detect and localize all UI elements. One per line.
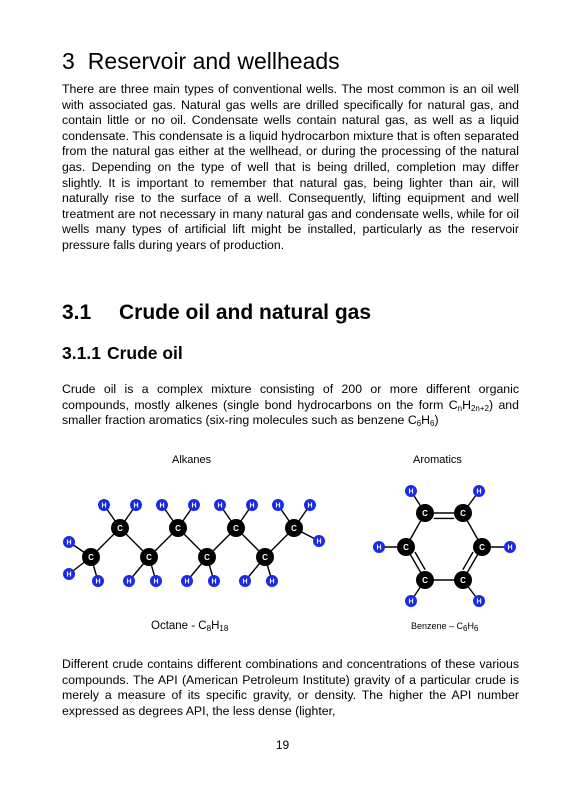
- benzene-caption: [411, 621, 478, 631]
- hydrogen-atom: [63, 536, 75, 548]
- benzene-name: Benzene – C: [411, 621, 464, 631]
- octane-molecule: [63, 499, 325, 587]
- formula-subscript: 6: [430, 419, 435, 429]
- carbon-atom: [285, 519, 303, 537]
- hydrogen-atom: [239, 575, 251, 587]
- intro-paragraph: There are three main types of conventional wells. The most common is an oil well with associated gas. Natural gas wells are drilled specifically for natural gas, and contain little or no oil. Condensate wells contain natural gas, as well as a liquid condensate. This condensate is a liquid hydrocarbon mixture that is often separated from the natural gas either at the wellhead, or during the processing of the natural gas. Depending on the type of well that is being drilled, completion may differ slightly. It is important to remember that natural gas, being lighter than air, will naturally rise to the surface of a well. Consequently, lifting equipment and well treatment are not necessary in many natural gas and condensate wells, while for oil wells many types of artificial lift might be installed, particularly as the reservoir pressure falls during years of production.: [62, 82, 519, 252]
- benzene-molecule: [373, 485, 516, 607]
- carbon-atom: [397, 538, 415, 556]
- svg-text:H: H: [126, 578, 132, 586]
- carbon-atom: [473, 538, 491, 556]
- svg-text:H: H: [159, 502, 165, 510]
- hydrogen-atom: [246, 499, 258, 511]
- svg-text:C: C: [291, 523, 297, 533]
- svg-text:H: H: [249, 502, 255, 510]
- svg-text:H: H: [307, 502, 313, 510]
- subsection-number: 3.1: [62, 301, 92, 324]
- hydrogen-atom: [208, 575, 220, 587]
- svg-text:H: H: [242, 578, 248, 586]
- formula-subscript: n: [457, 403, 463, 413]
- hydrogen-atom: [130, 499, 142, 511]
- hydrogen-atom: [63, 568, 75, 580]
- hydrogen-atom: [92, 575, 104, 587]
- formula-subscript: 18: [219, 624, 229, 633]
- carbon-atom: [111, 519, 129, 537]
- svg-text:C: C: [262, 552, 268, 562]
- svg-text:C: C: [403, 542, 409, 552]
- chemical-bond: [415, 552, 425, 570]
- octane-name: Octane - C: [151, 620, 207, 632]
- hydrogen-atom: [156, 499, 168, 511]
- svg-text:C: C: [460, 508, 466, 518]
- octane-caption: [151, 620, 228, 632]
- svg-text:H: H: [133, 502, 139, 510]
- carbon-atom: [198, 548, 216, 566]
- section-number: 3: [62, 48, 75, 74]
- carbon-atom: [454, 571, 472, 589]
- hydrogen-atom: [473, 485, 485, 497]
- svg-text:C: C: [88, 552, 94, 562]
- hydrogen-atom: [473, 595, 485, 607]
- svg-text:C: C: [146, 552, 152, 562]
- svg-text:H: H: [191, 502, 197, 510]
- svg-text:C: C: [422, 508, 428, 518]
- crude-text-1: Crude oil is a complex mixture consisting of 200 or more different organic compounds, mostly alkenes (single bond hydrocarbons on the form C: [62, 382, 519, 412]
- hydrogen-atom: [214, 499, 226, 511]
- aromatics-label: Aromatics: [413, 454, 462, 466]
- carbon-atom: [416, 571, 434, 589]
- hydrogen-atom: [304, 499, 316, 511]
- formula-symbol: H: [421, 413, 431, 428]
- carbon-atom: [140, 548, 158, 566]
- formula-symbol: H: [467, 621, 474, 631]
- carbon-atom: [82, 548, 100, 566]
- hydrogen-atom: [188, 499, 200, 511]
- formula-subscript: 2n+2: [470, 403, 489, 413]
- svg-text:H: H: [476, 488, 482, 496]
- formula-symbol: H: [211, 620, 220, 632]
- svg-text:C: C: [460, 575, 466, 585]
- svg-text:C: C: [175, 523, 181, 533]
- subsection-title: Crude oil and natural gas: [119, 301, 372, 324]
- svg-text:H: H: [316, 538, 322, 546]
- alkanes-label: Alkanes: [172, 454, 212, 466]
- hydrogen-atom: [405, 595, 417, 607]
- svg-text:H: H: [66, 571, 72, 579]
- page-number: 19: [275, 738, 290, 752]
- hydrogen-atom: [98, 499, 110, 511]
- svg-text:H: H: [217, 502, 223, 510]
- svg-text:H: H: [507, 544, 513, 552]
- hydrogen-atom: [150, 575, 162, 587]
- svg-text:H: H: [153, 578, 159, 586]
- carbon-atom: [416, 504, 434, 522]
- formula-subscript: 6: [463, 624, 468, 633]
- carbon-atom: [454, 504, 472, 522]
- carbon-atom: [227, 519, 245, 537]
- crude-text-2: ) and smaller fraction aromatics (six-ring molecules such as benzene C: [62, 397, 519, 428]
- svg-text:H: H: [275, 502, 281, 510]
- hydrogen-atom: [266, 575, 278, 587]
- hydrogen-atom: [123, 575, 135, 587]
- hydrogen-atom: [181, 575, 193, 587]
- hydrogen-atom: [373, 541, 385, 553]
- hydrogen-atom: [405, 485, 417, 497]
- svg-text:H: H: [269, 578, 275, 586]
- svg-text:H: H: [408, 488, 414, 496]
- svg-text:C: C: [233, 523, 239, 533]
- svg-text:H: H: [376, 544, 382, 552]
- hydrogen-atom: [272, 499, 284, 511]
- api-paragraph: Different crude contains different combinations and concentrations of these various compounds. The API (American Petroleum Institute) gravity of a particular crude is merely a measure of its specific gravity, or density. The higher the API number expressed as degrees API, the less dense (lighter,: [62, 657, 519, 718]
- svg-text:C: C: [479, 542, 485, 552]
- carbon-atom: [256, 548, 274, 566]
- formula-symbol: H: [462, 397, 471, 412]
- formula-subscript: 8: [206, 624, 212, 633]
- svg-text:H: H: [95, 578, 101, 586]
- svg-text:H: H: [66, 539, 72, 547]
- svg-text:H: H: [476, 598, 482, 606]
- svg-text:C: C: [117, 523, 123, 533]
- hydrogen-atom: [313, 535, 325, 547]
- svg-text:H: H: [184, 578, 190, 586]
- carbon-atom: [169, 519, 187, 537]
- svg-text:C: C: [422, 575, 428, 585]
- svg-text:H: H: [408, 598, 414, 606]
- svg-text:H: H: [211, 578, 217, 586]
- svg-text:C: C: [204, 552, 210, 562]
- svg-text:H: H: [101, 502, 107, 510]
- formula-subscript: 6: [474, 624, 479, 633]
- hydrogen-atom: [504, 541, 516, 553]
- crude-text-3: ): [434, 413, 439, 428]
- subsubsection-number: 3.1.1: [62, 343, 101, 363]
- formula-subscript: 6: [416, 419, 422, 429]
- section-title: Reservoir and wellheads: [87, 48, 340, 74]
- chemical-bond: [463, 552, 473, 570]
- subsubsection-title: Crude oil: [106, 343, 183, 363]
